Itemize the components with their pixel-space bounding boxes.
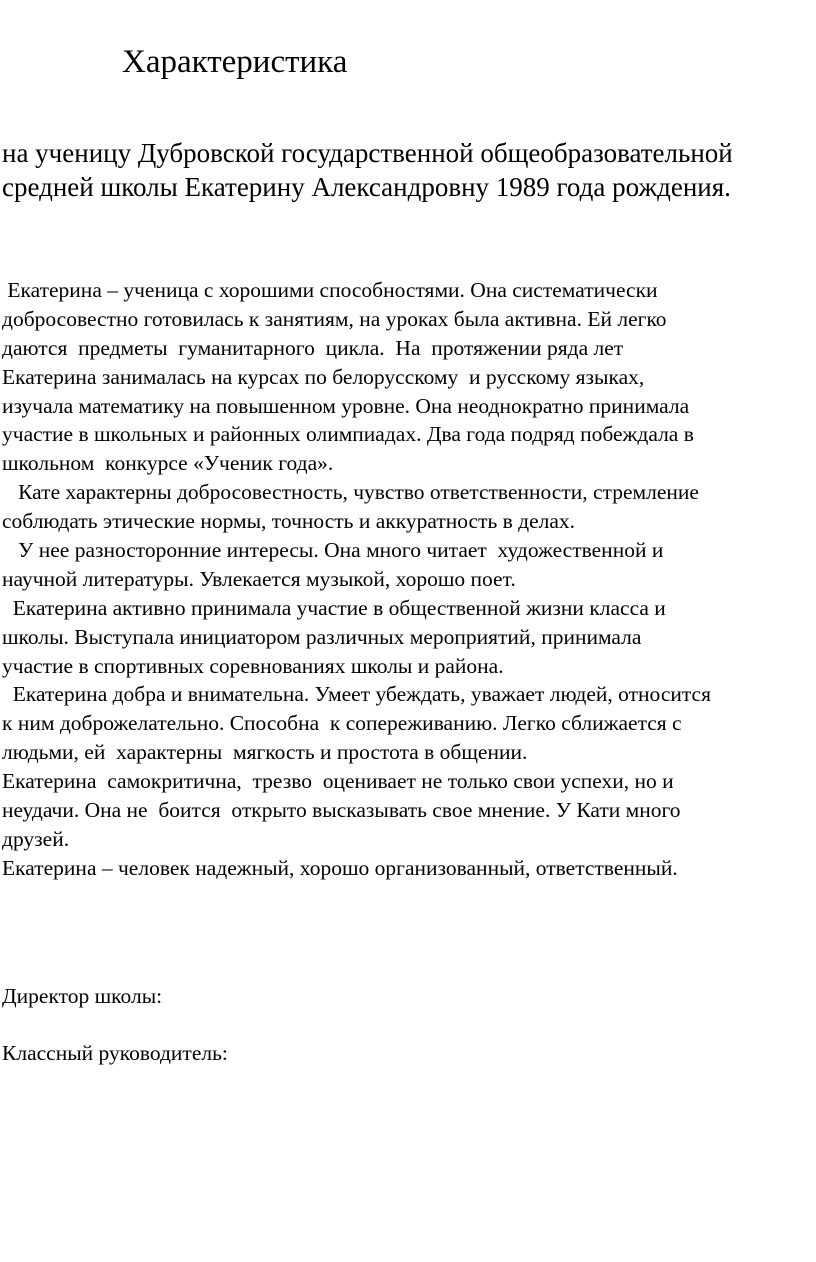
body-line: Екатерина занималась на курсах по белорусскому и русскому языках,	[2, 364, 645, 389]
class-teacher-signature-label: Классный руководитель:	[2, 1041, 228, 1065]
body-line: Екатерина активно принимала участие в общественной жизни класса и	[2, 595, 666, 620]
body-line: участие в школьных и районных олимпиадах. Два года подряд побеждала в	[2, 422, 694, 447]
body-line: школьном конкурсе «Ученик года».	[2, 451, 334, 476]
body-line: к ним доброжелательно. Способна к сопереживанию. Легко сближается с	[2, 711, 682, 736]
body-line: участие в спортивных соревнованиях школы и района.	[2, 653, 504, 678]
subject-line: средней школы Екатерину Александровну 1989 года рождения.	[2, 172, 731, 202]
body-line: добросовестно готовилась к занятиям, на уроках была активна. Ей легко	[2, 306, 667, 331]
director-signature-label: Директор школы:	[2, 984, 163, 1008]
body-line: Екатерина самокритична, трезво оценивает не только свои успехи, но и	[2, 769, 674, 794]
body-line: научной литературы. Увлекается музыкой, хорошо поет.	[2, 566, 516, 591]
document-subject	[2, 136, 733, 204]
body-line: школы. Выступала инициатором различных мероприятий, принимала	[2, 624, 642, 649]
body-line: Екатерина – ученица с хорошими способностями. Она систематически	[2, 278, 658, 302]
body-line: соблюдать этические нормы, точность и аккуратность в делах.	[2, 509, 576, 534]
body-line: Екатерина добра и внимательна. Умеет убеждать, уважает людей, относится	[2, 682, 711, 707]
document-title: Характеристика	[122, 44, 348, 80]
subject-line: на ученицу Дубровской государственной общеобразовательной	[2, 138, 733, 168]
body-line: людьми, ей характерны мягкость и простота в общении.	[2, 740, 528, 765]
body-line: изучала математику на повышенном уровне. Она неоднократно принимала	[2, 393, 690, 418]
document-body	[2, 276, 711, 883]
body-line: даются предметы гуманитарного цикла. На протяжении ряда лет	[2, 335, 624, 360]
body-line: Екатерина – человек надежный, хорошо организованный, ответственный.	[2, 855, 678, 880]
body-line: друзей.	[2, 826, 70, 851]
body-line: Кате характерны добросовестность, чувство ответственности, стремление	[2, 480, 699, 505]
body-line: неудачи. Она не боится открыто высказывать свое мнение. У Кати много	[2, 798, 681, 823]
body-line: У нее разносторонние интересы. Она много читает художественной и	[2, 538, 664, 563]
